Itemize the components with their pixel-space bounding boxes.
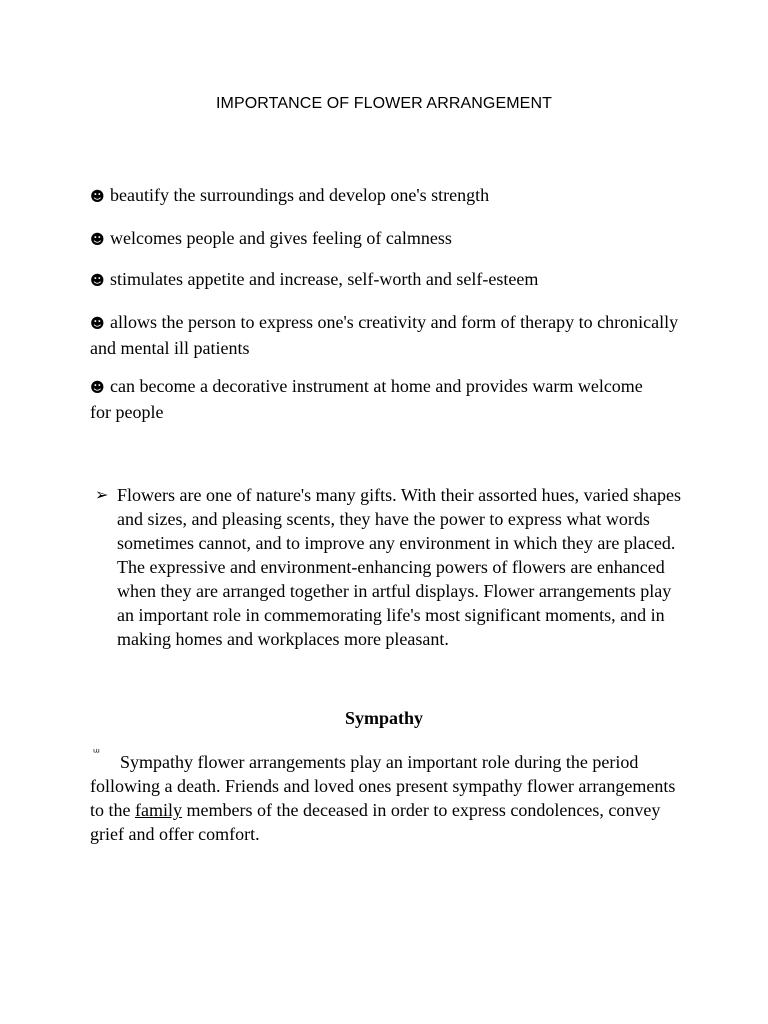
bullet-item <box>90 267 690 293</box>
bullet-item <box>90 226 690 252</box>
bullet-item <box>90 183 690 209</box>
sympathy-bullet-icon: ᵚ <box>93 746 100 759</box>
document-title: IMPORTANCE OF FLOWER ARRANGEMENT <box>216 95 552 112</box>
sympathy-text-after: members of the deceased in order to express condolences, convey grief and offer comfort. <box>90 800 661 844</box>
sympathy-text-before: Sympathy flower arrangements play an important role during the period following a death. Friends and loved ones present sympathy flower arrangements to the <box>90 752 676 820</box>
bullet-text: allows the person to express one's creativity and form of therapy to chronically and mental ill patients <box>90 312 679 358</box>
bullet-item <box>90 374 650 424</box>
sympathy-paragraph <box>90 750 680 846</box>
family-link[interactable]: family <box>135 800 182 820</box>
section-heading-sympathy: Sympathy <box>344 708 424 728</box>
arrow-paragraph: Flowers are one of nature's many gifts. With their assorted hues, varied shapes and sizes, and pleasing scents, they have the power to express what words sometimes cannot, and to improve any environment in which they are placed. The expressive and environment-enhancing powers of flowers are enhanced when they are arranged together in artful displays. Flower arrangements play an important role in commemorating life's most significant moments, and in making homes and workplaces more pleasant. <box>117 485 682 649</box>
smiley-icon: ☻ <box>90 189 105 205</box>
smiley-icon: ☻ <box>90 232 105 248</box>
smiley-icon: ☻ <box>90 316 105 332</box>
smiley-icon: ☻ <box>90 273 105 289</box>
arrow-bullet-icon: ➢ <box>95 485 109 504</box>
bullet-item <box>90 310 680 360</box>
bullet-text: can become a decorative instrument at home and provides warm welcome for people <box>90 376 643 422</box>
smiley-icon: ☻ <box>90 380 105 396</box>
bullet-text: stimulates appetite and increase, self-worth and self-esteem <box>110 269 539 289</box>
bullet-text: beautify the surroundings and develop one's strength <box>110 185 490 205</box>
bullet-text: welcomes people and gives feeling of calmness <box>110 228 452 248</box>
